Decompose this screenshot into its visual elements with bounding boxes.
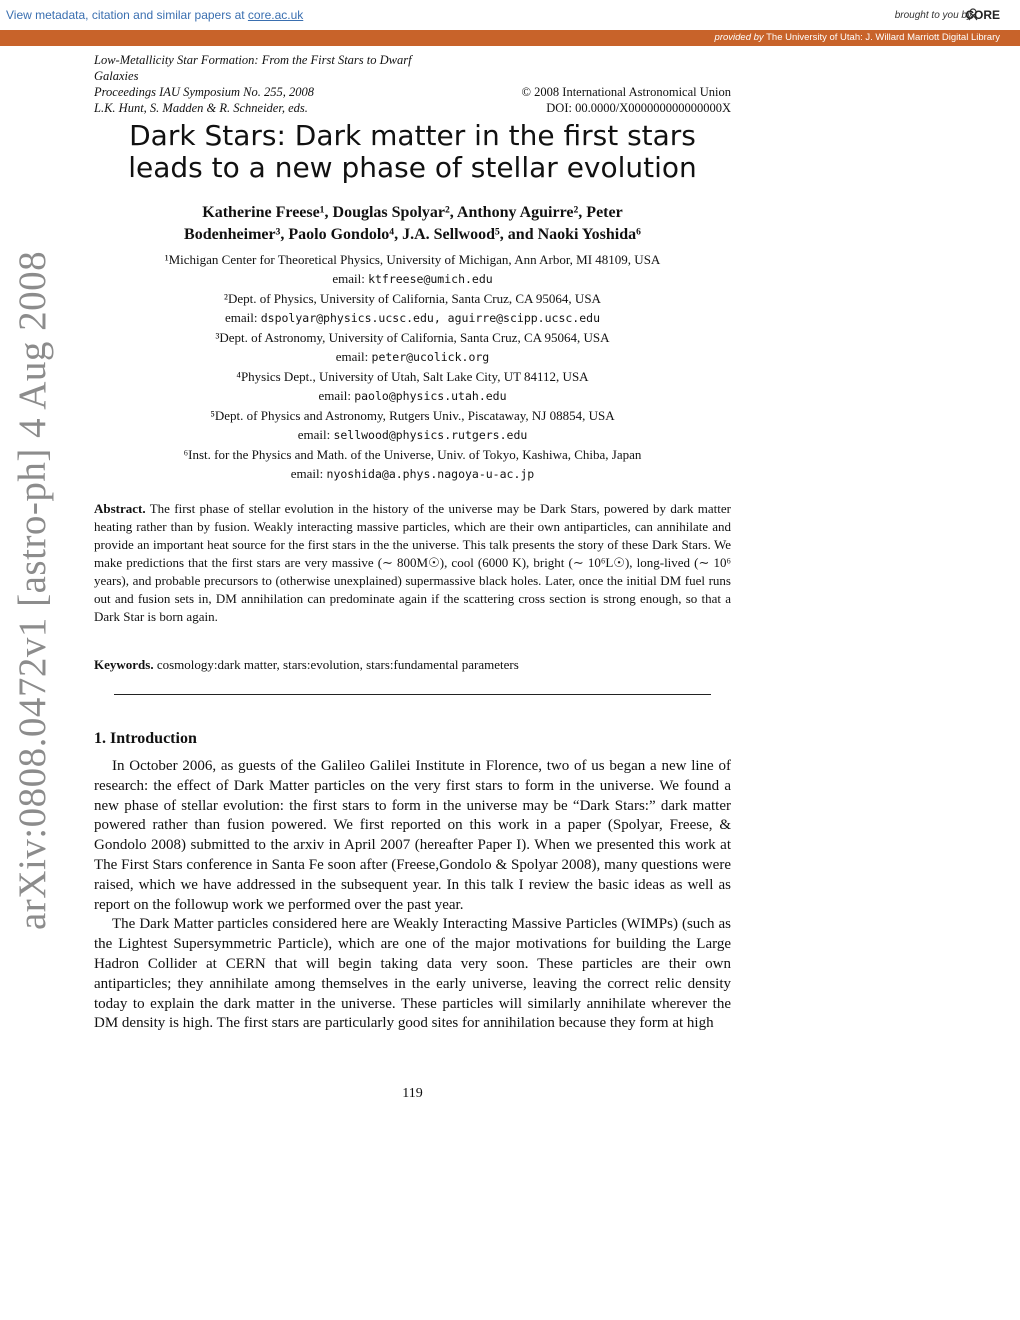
email-address[interactable]: sellwood@physics.rutgers.edu — [333, 428, 528, 442]
email-label: email: — [290, 466, 327, 481]
provided-by-label: provided by — [714, 32, 764, 43]
section-divider — [114, 694, 711, 695]
abstract-label: Abstract. — [94, 501, 146, 516]
affiliation-6 — [94, 445, 731, 484]
affiliation-text: ²Dept. of Physics, University of California, Santa Cruz, CA 95064, USA — [224, 291, 601, 306]
email-address[interactable]: ktfreese@umich.edu — [368, 272, 493, 286]
authors-line-1: Katherine Freese¹, Douglas Spolyar², Anthony Aguirre², Peter — [202, 204, 623, 221]
header-line-2: Galaxies — [94, 69, 139, 83]
affiliation-2 — [94, 289, 731, 328]
section-heading: 1. Introduction — [94, 730, 197, 747]
affiliation-1 — [94, 250, 731, 289]
title-line-2: leads to a new phase of stellar evolution — [128, 151, 697, 184]
affiliation-4 — [94, 367, 731, 406]
affiliations — [94, 250, 731, 484]
author-list — [94, 202, 731, 246]
introduction-body — [94, 757, 731, 1034]
email-label: email: — [332, 271, 369, 286]
brought-to-you-text: brought to you by — [894, 10, 972, 21]
affiliation-text: ¹Michigan Center for Theoretical Physics, University of Michigan, Ann Arbor, MI 48109, USA — [164, 252, 661, 267]
arxiv-side-stamp: arXiv:0808.0472v1 [astro-ph] 4 Aug 2008 — [11, 250, 54, 930]
email-label: email: — [335, 349, 372, 364]
page-number: 119 — [402, 1086, 423, 1101]
affiliation-text: ³Dept. of Astronomy, University of California, Santa Cruz, CA 95064, USA — [215, 330, 610, 345]
title-line-1: Dark Stars: Dark matter in the first stars — [129, 119, 696, 152]
header-doi: DOI: 00.0000/X000000000000000X — [546, 101, 731, 115]
header-line-1: Low-Metallicity Star Formation: From the First Stars to Dwarf — [94, 53, 412, 67]
paper-title — [94, 120, 731, 184]
header-editors: L.K. Hunt, S. Madden & R. Schneider, eds. — [94, 101, 308, 115]
core-metadata-text: View metadata, citation and similar papers at — [6, 8, 248, 22]
core-name[interactable]: CORE — [965, 8, 1000, 22]
authors-line-2: Bodenheimer³, Paolo Gondolo⁴, J.A. Sellwood⁵, and Naoki Yoshida⁶ — [184, 226, 641, 243]
abstract-text: The first phase of stellar evolution in the history of the universe may be Dark Stars, powered by dark matter heating rather than by fusion. Weakly interacting massive particles, which are their own antiparticles, can annihilate and provide an important heat source for the first stars in the the universe. This talk presents the story of these Dark Stars. We make predictions that the first stars are very massive (∼ 800M☉), cool (6000 K), bright (∼ 10⁶L☉), long-lived (∼ 10⁶ years), and probable precursors to (otherwise unexplained) supermassive black holes. Later, once the initial DM fuel runs out and fusion sets in, DM annihilation can predominate again if the scattering cross section is strong enough, so that a Dark Star is born again. — [94, 501, 731, 624]
header-proceedings: Proceedings IAU Symposium No. 255, 2008 — [94, 85, 314, 99]
email-label: email: — [318, 388, 355, 403]
header-copyright: © 2008 International Astronomical Union — [521, 85, 731, 99]
affiliation-text: ⁵Dept. of Physics and Astronomy, Rutgers Univ., Piscataway, NJ 08854, USA — [210, 408, 615, 423]
affiliation-text: ⁶Inst. for the Physics and Math. of the Universe, Univ. of Tokyo, Kashiwa, Chiba, Japan — [183, 447, 642, 462]
email-label: email: — [224, 310, 261, 325]
paragraph: In October 2006, as guests of the Galileo Galilei Institute in Florence, two of us began a new line of research: the effect of Dark Matter particles on the very first stars to form in the universe. We found a new phase of stellar evolution: the first stars to form in the universe may be “Dark Stars:” dark matter powered rather than fusion powered. We first reported on this work in a paper (Spolyar, Freese, & Gondolo 2008) submitted to the arxiv in April 2007 (hereafter Paper I). When we presented this work at The First Stars conference in Santa Fe soon after (Freese,Gondolo & Spolyar 2008), many questions were raised, which we have addressed in the subsequent year. In this talk I review the basic ideas as well as report on the followup work we performed over the past year. — [94, 758, 731, 913]
affiliation-5 — [94, 406, 731, 445]
email-address[interactable]: peter@ucolick.org — [371, 350, 490, 364]
keywords-label: Keywords. — [94, 657, 154, 672]
abstract — [94, 500, 731, 626]
core-metadata-line — [6, 8, 303, 22]
affiliation-text: ⁴Physics Dept., University of Utah, Salt Lake City, UT 84112, USA — [236, 369, 589, 384]
keywords-text: cosmology:dark matter, stars:evolution, stars:fundamental parameters — [153, 657, 519, 672]
email-address[interactable]: nyoshida@a.phys.nagoya-u-ac.jp — [326, 467, 535, 481]
core-provided-bar — [0, 30, 1020, 46]
email-address[interactable]: paolo@physics.utah.edu — [354, 389, 507, 403]
affiliation-3 — [94, 328, 731, 367]
core-link[interactable]: core.ac.uk — [247, 8, 304, 22]
keywords — [94, 656, 731, 674]
provided-by-institution: The University of Utah: J. Willard Marriott Digital Library — [766, 32, 1000, 43]
core-banner — [0, 0, 1020, 28]
email-label: email: — [297, 427, 334, 442]
email-address[interactable]: dspolyar@physics.ucsc.edu, aguirre@scipp.ucsc.edu — [260, 311, 600, 325]
proceedings-header — [94, 52, 731, 116]
paragraph: The Dark Matter particles considered here are Weakly Interacting Massive Particles (WIMPs) (such as the Lightest Supersymmetric Particle), which are one of the major motivations for building the Large Hadron Collider at CERN that will begin taking data very soon. These particles are their own antiparticles; they annihilate among themselves in the early universe, leaving the correct relic density today to explain the dark matter in the universe. These particles will similarly annihilate wherever the DM density is high. The first stars are particularly good sites for annihilation because they form at high — [94, 916, 731, 1032]
core-provided-line — [715, 32, 1000, 43]
